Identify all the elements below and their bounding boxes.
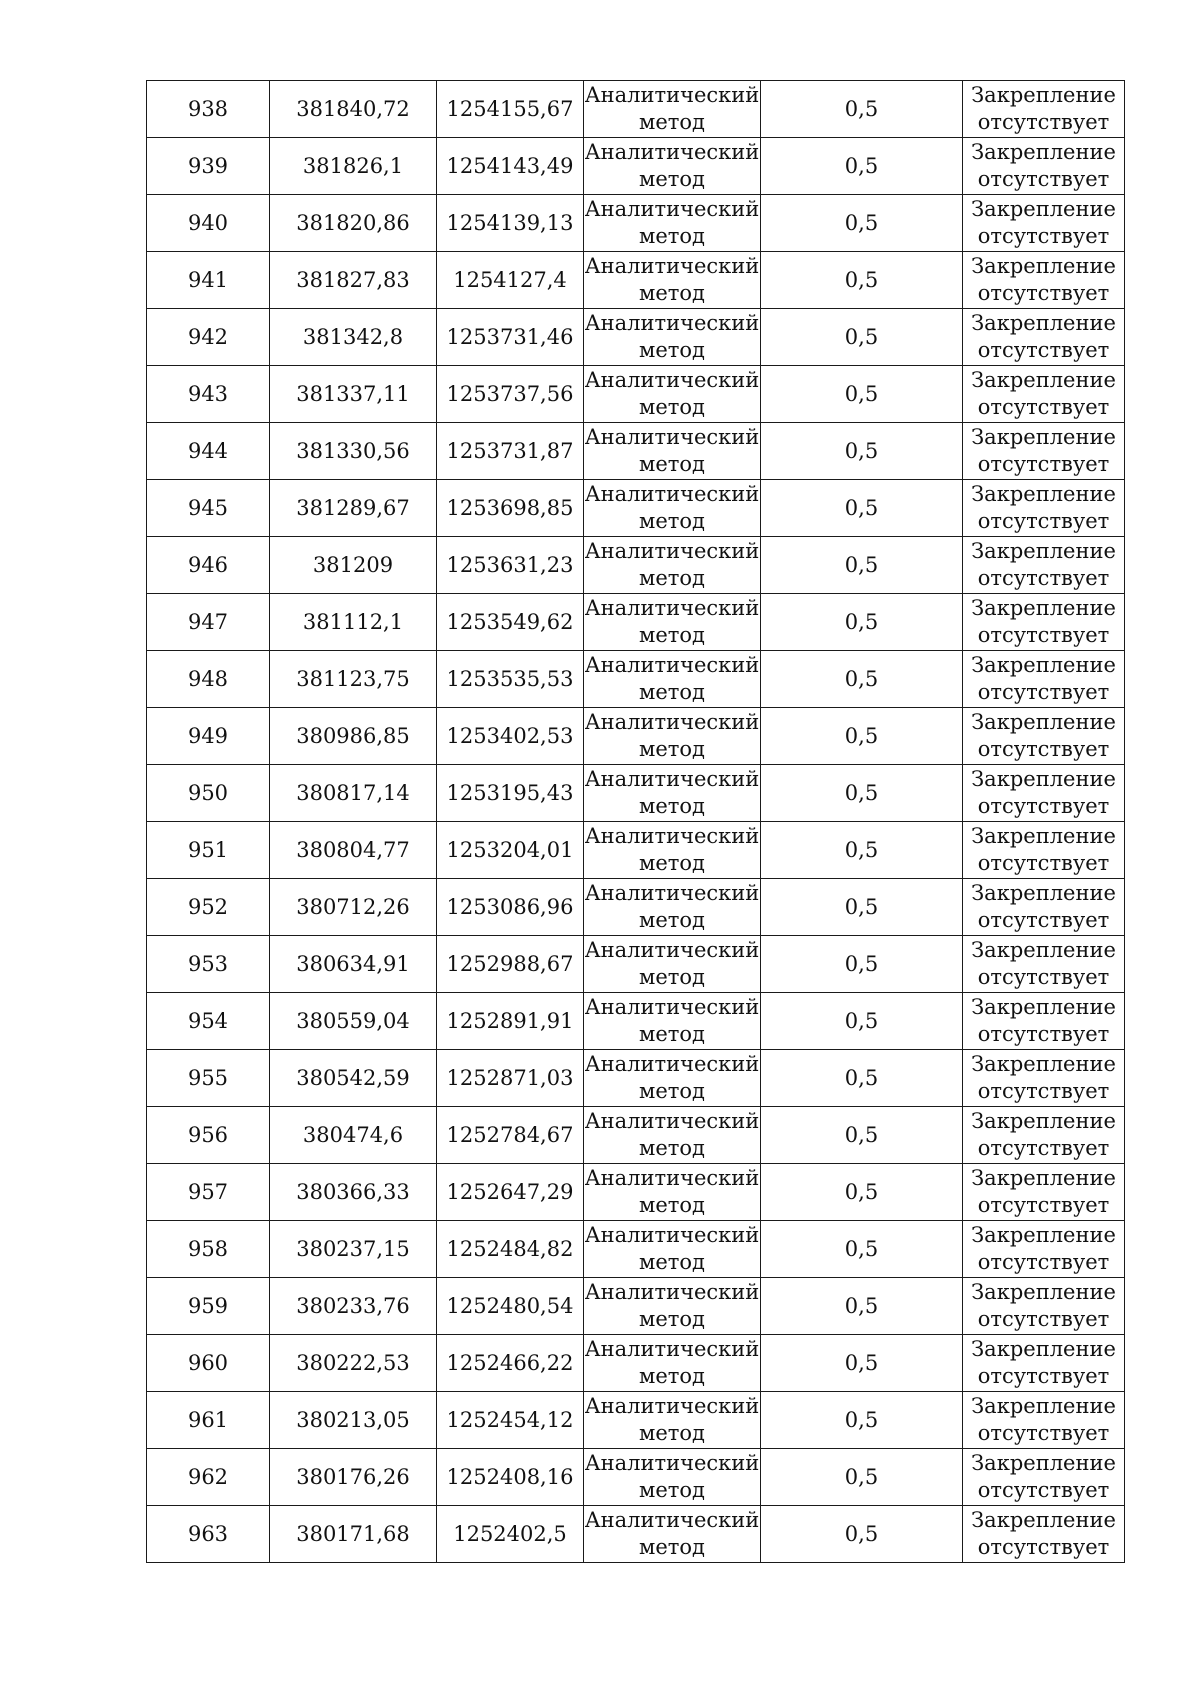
fixation-line-1: Закрепление (971, 1109, 1116, 1133)
method-line-2: метод (639, 281, 705, 305)
method-line-2: метод (639, 1079, 705, 1103)
x-coordinate-cell: 380634,91 (270, 936, 437, 993)
fixation-cell (963, 1164, 1125, 1221)
method-line-2: метод (639, 1193, 705, 1217)
fixation-cell (963, 1221, 1125, 1278)
point-number-cell: 953 (147, 936, 270, 993)
y-coordinate-cell: 1253631,23 (437, 537, 584, 594)
method-cell (584, 1050, 761, 1107)
x-coordinate-cell: 381289,67 (270, 480, 437, 537)
x-coordinate-cell: 380237,15 (270, 1221, 437, 1278)
fixation-cell (963, 765, 1125, 822)
table-row (147, 1449, 1125, 1506)
fixation-line-2: отсутствует (977, 281, 1110, 305)
point-number-cell: 957 (147, 1164, 270, 1221)
point-number-cell: 950 (147, 765, 270, 822)
accuracy-cell: 0,5 (761, 423, 963, 480)
table-row (147, 594, 1125, 651)
method-line-1: Аналитический (584, 881, 760, 905)
x-coordinate-cell: 380366,33 (270, 1164, 437, 1221)
fixation-line-1: Закрепление (971, 881, 1116, 905)
fixation-cell (963, 594, 1125, 651)
accuracy-cell: 0,5 (761, 1278, 963, 1335)
x-coordinate-cell: 381209 (270, 537, 437, 594)
method-line-2: метод (639, 1250, 705, 1274)
method-line-1: Аналитический (584, 425, 760, 449)
method-cell (584, 822, 761, 879)
x-coordinate-cell: 380559,04 (270, 993, 437, 1050)
table-row (147, 366, 1125, 423)
method-cell (584, 1335, 761, 1392)
fixation-cell (963, 423, 1125, 480)
accuracy-cell: 0,5 (761, 822, 963, 879)
method-line-1: Аналитический (584, 710, 760, 734)
method-line-2: метод (639, 566, 705, 590)
method-line-2: метод (639, 965, 705, 989)
method-line-2: метод (639, 509, 705, 533)
method-line-2: метод (639, 1364, 705, 1388)
fixation-line-2: отсутствует (977, 1478, 1110, 1502)
method-line-1: Аналитический (584, 1394, 760, 1418)
table-row (147, 822, 1125, 879)
accuracy-cell: 0,5 (761, 1392, 963, 1449)
fixation-line-2: отсутствует (977, 965, 1110, 989)
table-row (147, 765, 1125, 822)
y-coordinate-cell: 1252466,22 (437, 1335, 584, 1392)
x-coordinate-cell: 381820,86 (270, 195, 437, 252)
point-number-cell: 962 (147, 1449, 270, 1506)
fixation-cell (963, 1278, 1125, 1335)
method-line-1: Аналитический (584, 539, 760, 563)
fixation-line-1: Закрепление (971, 482, 1116, 506)
method-cell (584, 138, 761, 195)
fixation-line-1: Закрепление (971, 710, 1116, 734)
x-coordinate-cell: 380474,6 (270, 1107, 437, 1164)
x-coordinate-cell: 380712,26 (270, 879, 437, 936)
point-number-cell: 949 (147, 708, 270, 765)
fixation-cell (963, 708, 1125, 765)
method-line-2: метод (639, 623, 705, 647)
point-number-cell: 956 (147, 1107, 270, 1164)
method-line-1: Аналитический (584, 1052, 760, 1076)
y-coordinate-cell: 1254143,49 (437, 138, 584, 195)
x-coordinate-cell: 381840,72 (270, 81, 437, 138)
table-row (147, 309, 1125, 366)
method-line-1: Аналитический (584, 938, 760, 962)
method-cell (584, 651, 761, 708)
fixation-cell (963, 1107, 1125, 1164)
y-coordinate-cell: 1252647,29 (437, 1164, 584, 1221)
accuracy-cell: 0,5 (761, 1221, 963, 1278)
method-line-1: Аналитический (584, 596, 760, 620)
fixation-cell (963, 822, 1125, 879)
fixation-cell (963, 138, 1125, 195)
method-line-2: метод (639, 338, 705, 362)
method-cell (584, 480, 761, 537)
fixation-cell (963, 879, 1125, 936)
method-line-1: Аналитический (584, 311, 760, 335)
y-coordinate-cell: 1254155,67 (437, 81, 584, 138)
table-row (147, 1221, 1125, 1278)
fixation-line-2: отсутствует (977, 509, 1110, 533)
method-cell (584, 81, 761, 138)
method-line-1: Аналитический (584, 1166, 760, 1190)
method-line-1: Аналитический (584, 1109, 760, 1133)
fixation-cell (963, 309, 1125, 366)
fixation-line-2: отсутствует (977, 794, 1110, 818)
accuracy-cell: 0,5 (761, 594, 963, 651)
x-coordinate-cell: 380986,85 (270, 708, 437, 765)
point-number-cell: 941 (147, 252, 270, 309)
fixation-line-1: Закрепление (971, 539, 1116, 563)
fixation-line-2: отсутствует (977, 167, 1110, 191)
x-coordinate-cell: 381337,11 (270, 366, 437, 423)
fixation-line-2: отсутствует (977, 1079, 1110, 1103)
x-coordinate-cell: 380817,14 (270, 765, 437, 822)
fixation-line-2: отсутствует (977, 224, 1110, 248)
fixation-line-2: отсутствует (977, 1421, 1110, 1445)
y-coordinate-cell: 1253195,43 (437, 765, 584, 822)
method-line-1: Аналитический (584, 1337, 760, 1361)
x-coordinate-cell: 381826,1 (270, 138, 437, 195)
method-cell (584, 1392, 761, 1449)
table-row (147, 1335, 1125, 1392)
y-coordinate-cell: 1253731,46 (437, 309, 584, 366)
method-line-2: метод (639, 452, 705, 476)
accuracy-cell: 0,5 (761, 309, 963, 366)
y-coordinate-cell: 1252784,67 (437, 1107, 584, 1164)
method-line-1: Аналитический (584, 140, 760, 164)
method-line-2: метод (639, 224, 705, 248)
fixation-line-2: отсутствует (977, 1535, 1110, 1559)
method-cell (584, 594, 761, 651)
fixation-line-1: Закрепление (971, 197, 1116, 221)
method-line-2: метод (639, 794, 705, 818)
point-number-cell: 943 (147, 366, 270, 423)
method-line-2: метод (639, 167, 705, 191)
x-coordinate-cell: 380233,76 (270, 1278, 437, 1335)
fixation-cell (963, 1506, 1125, 1563)
point-number-cell: 954 (147, 993, 270, 1050)
accuracy-cell: 0,5 (761, 1050, 963, 1107)
y-coordinate-cell: 1252871,03 (437, 1050, 584, 1107)
fixation-line-2: отсутствует (977, 737, 1110, 761)
method-line-2: метод (639, 851, 705, 875)
accuracy-cell: 0,5 (761, 765, 963, 822)
fixation-line-1: Закрепление (971, 140, 1116, 164)
method-line-2: метод (639, 1421, 705, 1445)
fixation-line-1: Закрепление (971, 995, 1116, 1019)
table-row (147, 1392, 1125, 1449)
x-coordinate-cell: 380213,05 (270, 1392, 437, 1449)
y-coordinate-cell: 1252402,5 (437, 1506, 584, 1563)
point-number-cell: 948 (147, 651, 270, 708)
method-line-2: метод (639, 110, 705, 134)
fixation-cell (963, 252, 1125, 309)
fixation-line-1: Закрепление (971, 1280, 1116, 1304)
x-coordinate-cell: 380171,68 (270, 1506, 437, 1563)
table-row (147, 252, 1125, 309)
fixation-line-2: отсутствует (977, 1022, 1110, 1046)
fixation-line-1: Закрепление (971, 767, 1116, 791)
method-line-1: Аналитический (584, 1451, 760, 1475)
coordinates-table (146, 80, 1125, 1563)
fixation-line-1: Закрепление (971, 311, 1116, 335)
y-coordinate-cell: 1253535,53 (437, 651, 584, 708)
method-line-2: метод (639, 908, 705, 932)
point-number-cell: 945 (147, 480, 270, 537)
method-cell (584, 1506, 761, 1563)
method-cell (584, 879, 761, 936)
y-coordinate-cell: 1254127,4 (437, 252, 584, 309)
method-line-2: метод (639, 395, 705, 419)
y-coordinate-cell: 1252480,54 (437, 1278, 584, 1335)
point-number-cell: 952 (147, 879, 270, 936)
fixation-line-1: Закрепление (971, 425, 1116, 449)
fixation-line-2: отсутствует (977, 1193, 1110, 1217)
y-coordinate-cell: 1253086,96 (437, 879, 584, 936)
method-cell (584, 423, 761, 480)
method-line-1: Аналитический (584, 1280, 760, 1304)
fixation-cell (963, 480, 1125, 537)
accuracy-cell: 0,5 (761, 195, 963, 252)
table-row (147, 537, 1125, 594)
fixation-line-1: Закрепление (971, 596, 1116, 620)
accuracy-cell: 0,5 (761, 537, 963, 594)
y-coordinate-cell: 1253731,87 (437, 423, 584, 480)
y-coordinate-cell: 1254139,13 (437, 195, 584, 252)
table-row (147, 879, 1125, 936)
point-number-cell: 944 (147, 423, 270, 480)
fixation-cell (963, 537, 1125, 594)
point-number-cell: 963 (147, 1506, 270, 1563)
point-number-cell: 959 (147, 1278, 270, 1335)
table-row (147, 1506, 1125, 1563)
method-line-1: Аналитический (584, 824, 760, 848)
method-line-1: Аналитический (584, 83, 760, 107)
fixation-line-2: отсутствует (977, 566, 1110, 590)
y-coordinate-cell: 1252454,12 (437, 1392, 584, 1449)
accuracy-cell: 0,5 (761, 708, 963, 765)
point-number-cell: 939 (147, 138, 270, 195)
fixation-cell (963, 195, 1125, 252)
accuracy-cell: 0,5 (761, 252, 963, 309)
method-cell (584, 708, 761, 765)
method-cell (584, 993, 761, 1050)
point-number-cell: 955 (147, 1050, 270, 1107)
method-line-1: Аналитический (584, 368, 760, 392)
y-coordinate-cell: 1252988,67 (437, 936, 584, 993)
method-cell (584, 1221, 761, 1278)
fixation-line-1: Закрепление (971, 1337, 1116, 1361)
accuracy-cell: 0,5 (761, 651, 963, 708)
x-coordinate-cell: 380176,26 (270, 1449, 437, 1506)
fixation-line-2: отсутствует (977, 1136, 1110, 1160)
method-line-2: метод (639, 1136, 705, 1160)
method-cell (584, 366, 761, 423)
accuracy-cell: 0,5 (761, 1449, 963, 1506)
table-row (147, 1278, 1125, 1335)
x-coordinate-cell: 381827,83 (270, 252, 437, 309)
method-line-1: Аналитический (584, 197, 760, 221)
method-cell (584, 765, 761, 822)
point-number-cell: 961 (147, 1392, 270, 1449)
y-coordinate-cell: 1252408,16 (437, 1449, 584, 1506)
coordinates-table-body (147, 81, 1125, 1563)
point-number-cell: 942 (147, 309, 270, 366)
accuracy-cell: 0,5 (761, 936, 963, 993)
y-coordinate-cell: 1253698,85 (437, 480, 584, 537)
fixation-line-2: отсутствует (977, 338, 1110, 362)
table-row (147, 138, 1125, 195)
method-cell (584, 1164, 761, 1221)
fixation-line-1: Закрепление (971, 938, 1116, 962)
method-cell (584, 252, 761, 309)
fixation-line-2: отсутствует (977, 1307, 1110, 1331)
accuracy-cell: 0,5 (761, 879, 963, 936)
table-row (147, 708, 1125, 765)
fixation-line-1: Закрепление (971, 653, 1116, 677)
table-row (147, 651, 1125, 708)
fixation-cell (963, 1050, 1125, 1107)
y-coordinate-cell: 1253402,53 (437, 708, 584, 765)
fixation-cell (963, 1449, 1125, 1506)
fixation-cell (963, 81, 1125, 138)
fixation-line-1: Закрепление (971, 83, 1116, 107)
y-coordinate-cell: 1252891,91 (437, 993, 584, 1050)
fixation-line-1: Закрепление (971, 254, 1116, 278)
point-number-cell: 938 (147, 81, 270, 138)
fixation-line-1: Закрепление (971, 1451, 1116, 1475)
table-row (147, 936, 1125, 993)
accuracy-cell: 0,5 (761, 480, 963, 537)
fixation-line-1: Закрепление (971, 1508, 1116, 1532)
y-coordinate-cell: 1252484,82 (437, 1221, 584, 1278)
accuracy-cell: 0,5 (761, 993, 963, 1050)
point-number-cell: 958 (147, 1221, 270, 1278)
y-coordinate-cell: 1253549,62 (437, 594, 584, 651)
table-row (147, 480, 1125, 537)
fixation-cell (963, 993, 1125, 1050)
table-row (147, 1164, 1125, 1221)
accuracy-cell: 0,5 (761, 1107, 963, 1164)
accuracy-cell: 0,5 (761, 138, 963, 195)
fixation-line-2: отсутствует (977, 395, 1110, 419)
method-line-1: Аналитический (584, 1223, 760, 1247)
method-line-1: Аналитический (584, 1508, 760, 1532)
method-line-2: метод (639, 737, 705, 761)
method-line-2: метод (639, 1022, 705, 1046)
x-coordinate-cell: 381342,8 (270, 309, 437, 366)
fixation-cell (963, 1392, 1125, 1449)
fixation-line-2: отсутствует (977, 1364, 1110, 1388)
method-line-1: Аналитический (584, 767, 760, 791)
fixation-line-2: отсутствует (977, 851, 1110, 875)
y-coordinate-cell: 1253204,01 (437, 822, 584, 879)
fixation-cell (963, 366, 1125, 423)
fixation-line-1: Закрепление (971, 1394, 1116, 1418)
table-row (147, 1107, 1125, 1164)
method-cell (584, 1107, 761, 1164)
x-coordinate-cell: 381123,75 (270, 651, 437, 708)
method-line-2: метод (639, 1307, 705, 1331)
fixation-line-1: Закрепление (971, 824, 1116, 848)
method-cell (584, 195, 761, 252)
method-line-2: метод (639, 680, 705, 704)
table-row (147, 81, 1125, 138)
accuracy-cell: 0,5 (761, 1506, 963, 1563)
method-cell (584, 309, 761, 366)
x-coordinate-cell: 381330,56 (270, 423, 437, 480)
fixation-line-2: отсутствует (977, 452, 1110, 476)
x-coordinate-cell: 380542,59 (270, 1050, 437, 1107)
fixation-line-1: Закрепление (971, 368, 1116, 392)
point-number-cell: 960 (147, 1335, 270, 1392)
method-cell (584, 537, 761, 594)
fixation-line-2: отсутствует (977, 680, 1110, 704)
accuracy-cell: 0,5 (761, 1164, 963, 1221)
fixation-line-2: отсутствует (977, 623, 1110, 647)
fixation-line-2: отсутствует (977, 110, 1110, 134)
method-line-2: метод (639, 1535, 705, 1559)
fixation-cell (963, 1335, 1125, 1392)
method-cell (584, 1449, 761, 1506)
fixation-cell (963, 936, 1125, 993)
method-cell (584, 936, 761, 993)
x-coordinate-cell: 380222,53 (270, 1335, 437, 1392)
y-coordinate-cell: 1253737,56 (437, 366, 584, 423)
table-row (147, 993, 1125, 1050)
method-line-2: метод (639, 1478, 705, 1502)
method-line-1: Аналитический (584, 995, 760, 1019)
point-number-cell: 951 (147, 822, 270, 879)
method-line-1: Аналитический (584, 254, 760, 278)
table-row (147, 1050, 1125, 1107)
fixation-line-2: отсутствует (977, 1250, 1110, 1274)
x-coordinate-cell: 380804,77 (270, 822, 437, 879)
fixation-line-1: Закрепление (971, 1166, 1116, 1190)
accuracy-cell: 0,5 (761, 1335, 963, 1392)
table-row (147, 423, 1125, 480)
table-row (147, 195, 1125, 252)
x-coordinate-cell: 381112,1 (270, 594, 437, 651)
fixation-cell (963, 651, 1125, 708)
fixation-line-2: отсутствует (977, 908, 1110, 932)
point-number-cell: 947 (147, 594, 270, 651)
fixation-line-1: Закрепление (971, 1052, 1116, 1076)
fixation-line-1: Закрепление (971, 1223, 1116, 1247)
method-line-1: Аналитический (584, 653, 760, 677)
point-number-cell: 946 (147, 537, 270, 594)
accuracy-cell: 0,5 (761, 81, 963, 138)
accuracy-cell: 0,5 (761, 366, 963, 423)
method-line-1: Аналитический (584, 482, 760, 506)
point-number-cell: 940 (147, 195, 270, 252)
method-cell (584, 1278, 761, 1335)
